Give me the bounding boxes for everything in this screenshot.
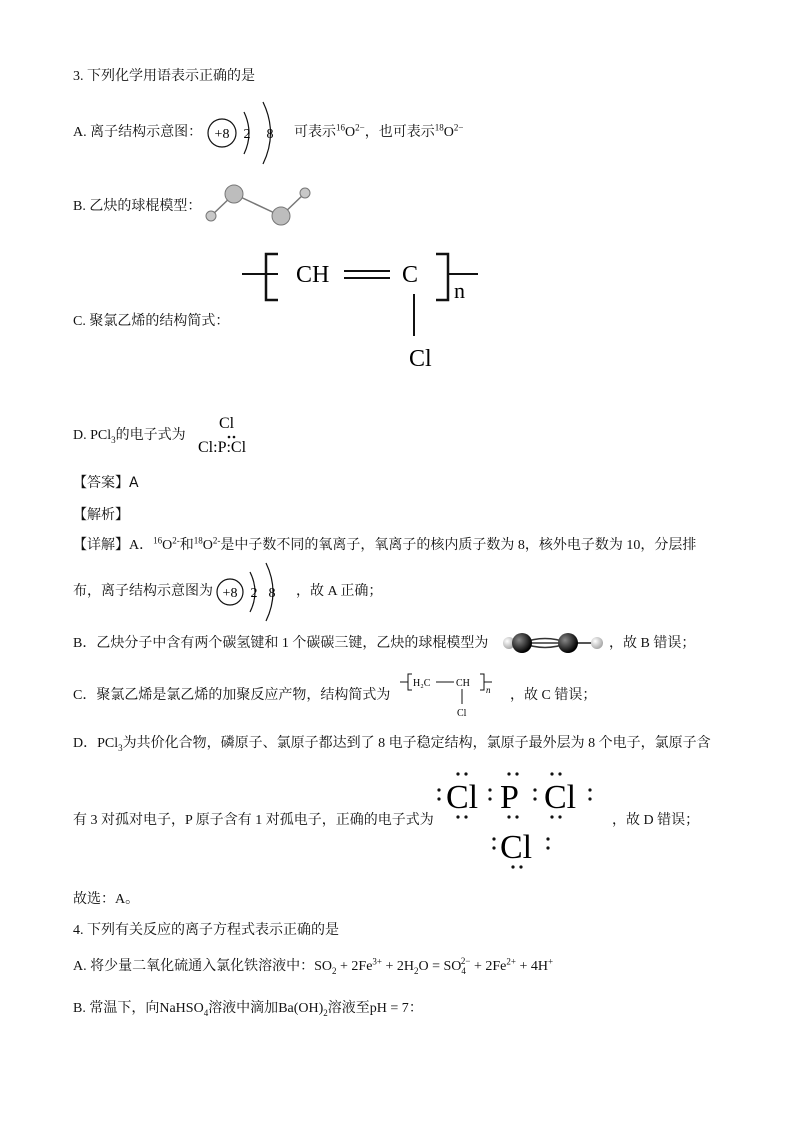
explain-b: B．乙炔分子中含有两个碳氢键和 1 个碳碳三键，乙炔的球棍模型为: [73, 636, 489, 651]
ch-group: CH: [296, 262, 330, 288]
explain-a-tail: ，故 A 正确；: [296, 584, 383, 599]
cl-atom: Cl: [409, 346, 432, 372]
ion-structure-diagram: [200, 100, 300, 166]
svg-text:Cl: Cl: [457, 708, 467, 719]
cl-left: Cl: [446, 779, 479, 816]
analysis-tag: 【解析】: [73, 507, 129, 523]
q4-stem: 4. 下列有关反应的离子方程式表示正确的是: [73, 923, 339, 938]
q3-stem: 3. 下列化学用语表示正确的是: [73, 69, 255, 84]
cl-right: Cl: [544, 779, 577, 816]
q3-option-d-label: D. PCl$_3$的电子式为: [73, 428, 186, 445]
cl-bottom: Cl: [500, 829, 533, 866]
ion-structure-diagram-correct: [212, 562, 302, 622]
explain-a-line1: 【详解】A．$^{16}O^{2-}$和$^{18}O^{2-}$是中子数不同的氧离子，氧离子的核内质子数为 8，核外电子数为 10，分层排: [73, 535, 697, 553]
svg-text:H₂C: H₂C: [413, 678, 431, 689]
svg-text:2: 2: [250, 586, 258, 601]
explain-d-line1: D．PCl$_3$为共价化合物，磷原子、氯原子都达到了 8 电子稳定结构，氯原子最外层为 8 个电子，氯原子含: [73, 736, 711, 753]
explain-c-tail: ，故 C 错误；: [510, 688, 597, 703]
svg-text:n: n: [486, 685, 491, 695]
shell-2-electrons: 8: [266, 127, 274, 142]
cl-top: Cl: [219, 415, 235, 432]
repeat-n: n: [454, 278, 465, 303]
explain-c: C．聚氯乙烯是氯乙烯的加聚反应产物，结构简式为: [73, 688, 391, 703]
q3-option-b-label: B. 乙炔的球棍模型：: [73, 199, 202, 214]
conclusion: 故选：A。: [73, 892, 140, 907]
pvc-structure-wrong: [240, 238, 490, 378]
q3-option-c-label: C. 聚氯乙烯的结构简式：: [73, 314, 230, 329]
nucleus-charge: +8: [214, 127, 230, 142]
pvc-structure-correct: [400, 668, 510, 720]
svg-text:+8: +8: [222, 586, 238, 601]
explain-b-tail: ，故 B 错误；: [609, 636, 696, 651]
acetylene-model-correct: [502, 630, 608, 656]
pcl3-electron-formula-correct: [432, 766, 602, 874]
svg-text:8: 8: [268, 586, 276, 601]
q4-option-a: A. 将少量二氧化硫通入氯化铁溶液中：$SO_2 + 2Fe^{3+} + 2H_2O = SO_4^{2-} + 2Fe^{2+} + 4H^+$: [73, 956, 554, 976]
explain-a-line2: 布，离子结构示意图为: [73, 584, 213, 599]
cl-p-cl-row: Cl:P:Cl: [198, 439, 247, 456]
shell-1-electrons: 2: [243, 127, 251, 142]
explain-d-line2: 有 3 对孤对电子，P 原子含有 1 对孤电子，正确的电子式为: [73, 813, 434, 828]
q3-option-a-label: A. 离子结构示意图：: [73, 125, 203, 140]
q3-option-a-tail: 可表示$^{16}O^{2-}$，也可表示$^{18}O^{2-}$: [294, 122, 464, 140]
c-atom: C: [402, 262, 419, 288]
pcl3-electron-formula-wrong: [196, 410, 276, 460]
q4-option-b: B. 常温下，向NaHSO$_4$溶液中滴加$Ba(OH)_2$溶液至pH = 7：: [73, 1001, 423, 1018]
explain-d-tail: ，故 D 错误；: [612, 813, 700, 828]
acetylene-model-wrong: [203, 182, 313, 224]
svg-text:CH: CH: [456, 678, 470, 689]
answer-line: 【答案】A: [73, 475, 139, 491]
p-atom: P: [500, 779, 519, 816]
